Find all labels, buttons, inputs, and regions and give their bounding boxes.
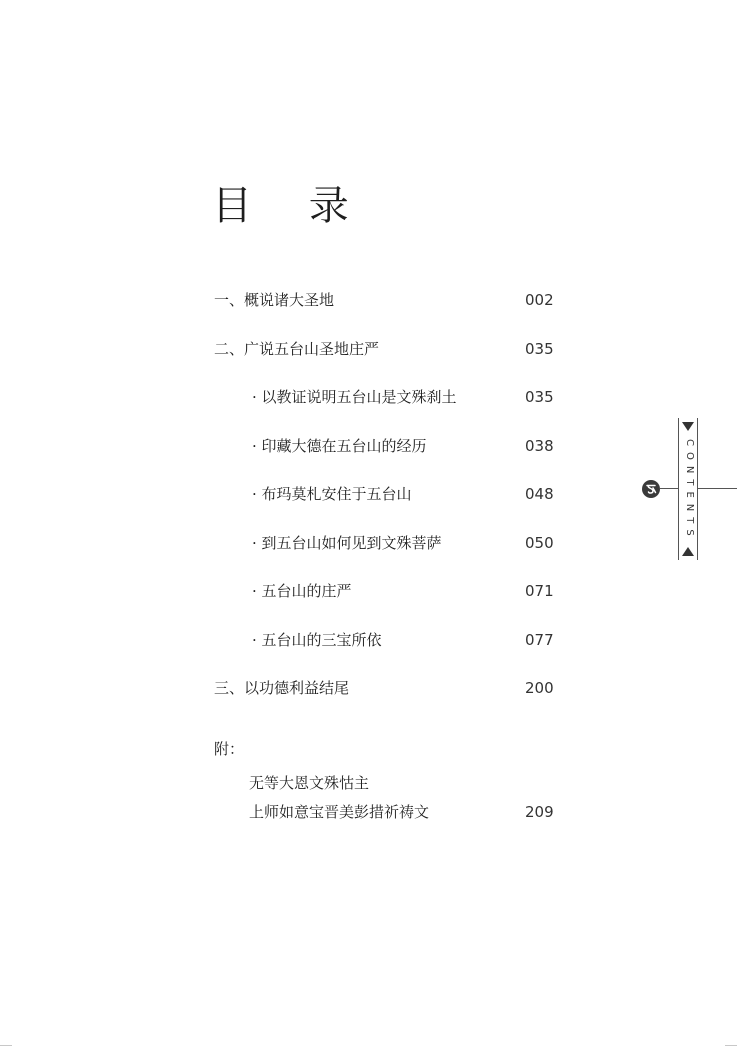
toc-entry-title: 三、以功德利益结尾 [214, 679, 350, 697]
toc-entry-title: 一、概说诸大圣地 [214, 291, 335, 309]
crop-mark [725, 1045, 737, 1046]
toc-entry[interactable] [0, 579, 560, 603]
toc-entry-title: · 以教证说明五台山是文殊刹土 [252, 388, 457, 406]
toc-entry-page: 035 [525, 340, 554, 358]
tab-connector-line [660, 488, 678, 489]
toc-entry-page: 048 [525, 485, 554, 503]
toc-entry-page: 038 [525, 437, 554, 455]
toc-entry-title: · 五台山的三宝所依 [252, 631, 382, 649]
triangle-up-icon [682, 547, 694, 556]
toc-entry-page: 002 [525, 291, 554, 309]
contents-tab-label: CONTENTS [684, 439, 695, 542]
toc-entry-page: 077 [525, 631, 554, 649]
toc-entry-title: 二、广说五台山圣地庄严 [214, 340, 380, 358]
toc-entry-page: 035 [525, 388, 554, 406]
toc-entry-page: 050 [525, 534, 554, 552]
contents-side-tab[interactable] [678, 418, 698, 560]
toc-entry-title: · 五台山的庄严 [252, 582, 352, 600]
tibetan-syllable-dhi-medallion-icon [642, 480, 660, 498]
toc-entry-page: 200 [525, 679, 554, 697]
toc-entry[interactable] [0, 434, 560, 458]
appendix-label: 附： [214, 740, 245, 758]
appendix-title-line-2[interactable]: 上师如意宝晋美彭措祈祷文 [249, 803, 430, 821]
toc-entry[interactable] [0, 482, 560, 506]
crop-mark [0, 1045, 12, 1046]
toc-entry[interactable] [0, 531, 560, 555]
toc-entry[interactable] [0, 385, 560, 409]
appendix-title-line-1[interactable]: 无等大恩文殊怙主 [249, 774, 370, 792]
toc-entry[interactable] [0, 676, 560, 700]
toc-entry[interactable] [0, 288, 560, 312]
appendix-page-number: 209 [525, 803, 554, 821]
toc-entry-title: · 印藏大德在五台山的经历 [252, 437, 427, 455]
tab-connector-line [698, 488, 737, 489]
page-title: 目 录 [212, 183, 371, 229]
toc-entry-page: 071 [525, 582, 554, 600]
toc-entry[interactable] [0, 337, 560, 361]
toc-entry[interactable] [0, 628, 560, 652]
triangle-down-icon [682, 422, 694, 431]
toc-entry-title: · 布玛莫札安住于五台山 [252, 485, 412, 503]
toc-entry-title: · 到五台山如何见到文殊菩萨 [252, 534, 442, 552]
